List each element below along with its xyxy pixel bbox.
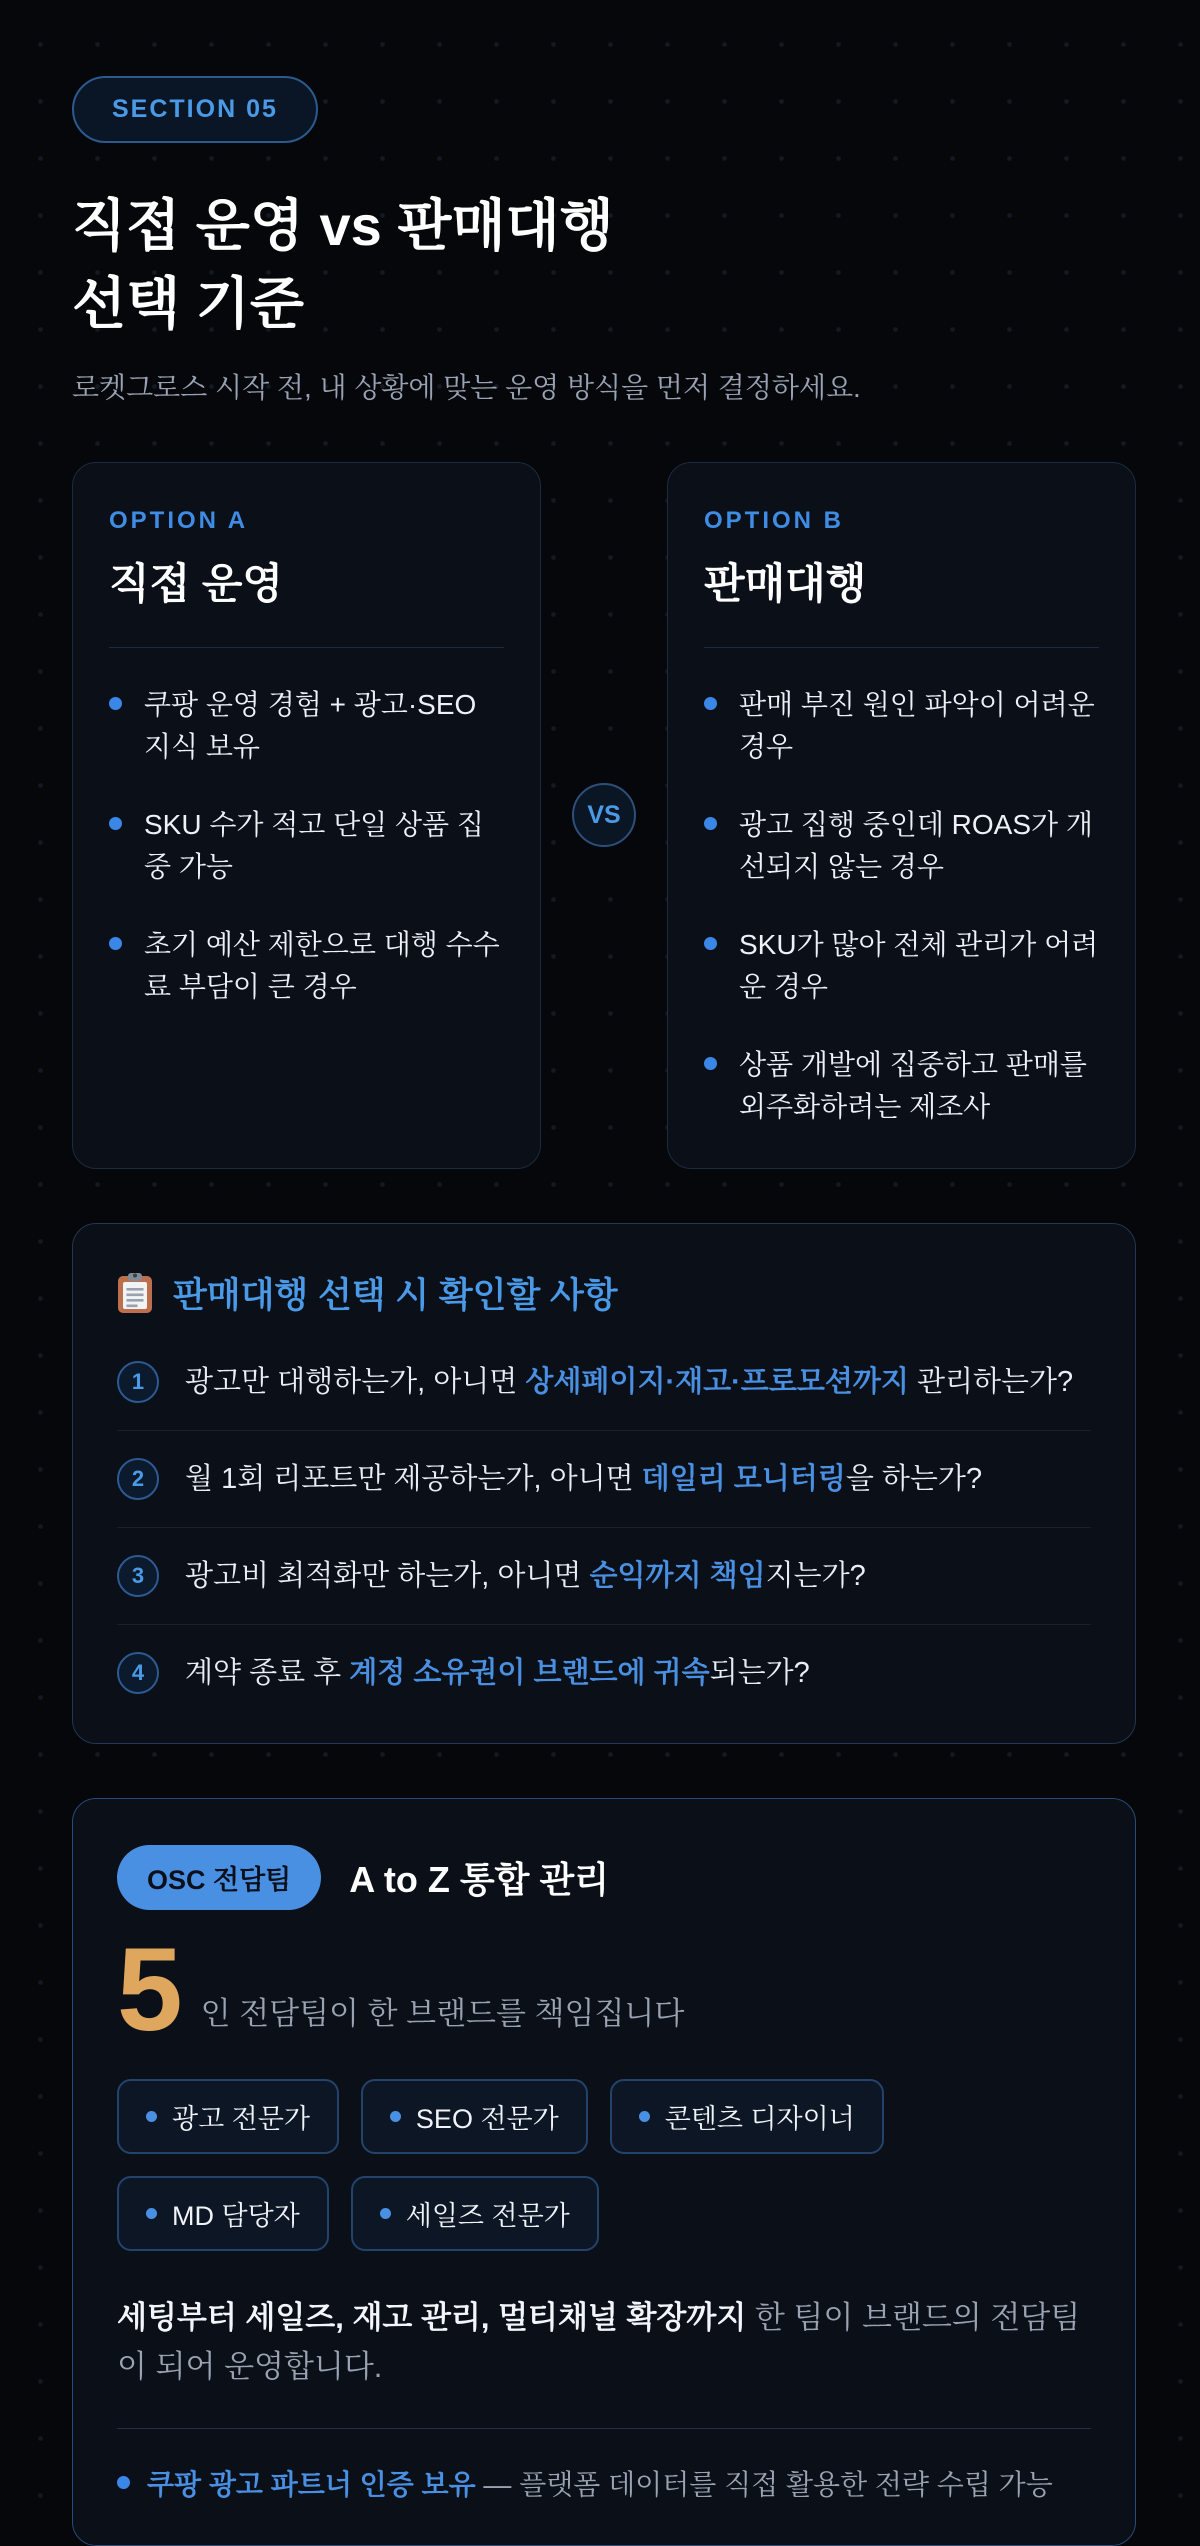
- option-a-card: [72, 462, 541, 1169]
- section-badge-label: SECTION 05: [112, 95, 278, 123]
- checklist-text-post: 되는가?: [709, 1656, 810, 1689]
- team-tag: [117, 2079, 339, 2154]
- list-item: [704, 924, 1099, 1008]
- team-footer-highlight: 쿠팡 광고 파트너 인증 보유: [147, 2468, 476, 2500]
- tag-dot-icon: [146, 2208, 157, 2219]
- checklist-item-2: [117, 1431, 1091, 1528]
- checklist-text-highlight: 순익까지 책임: [589, 1559, 766, 1592]
- team-header: [117, 1845, 1091, 1910]
- list-item: [109, 924, 504, 1008]
- bullet-dot-icon: [704, 937, 717, 950]
- option-b-bullet-text: 상품 개발에 집중하고 판매를 외주화하려는 제조사: [739, 1048, 1087, 1122]
- team-footer-text: [147, 2463, 1053, 2503]
- option-b-bullet-text: 광고 집행 중인데 ROAS가 개선되지 않는 경우: [739, 808, 1093, 882]
- checklist-text-pre: 광고만 대행하는가, 아니면: [185, 1365, 526, 1398]
- option-b-bullet-text: SKU가 많아 전체 관리가 어려운 경우: [739, 928, 1099, 1002]
- page-title-line2: 선택 기준: [72, 272, 304, 336]
- list-item: [109, 804, 504, 888]
- checklist-item-text: [185, 1555, 866, 1597]
- checklist-item-text: [185, 1458, 982, 1500]
- checklist-item-text: [185, 1361, 1073, 1403]
- tag-dot-icon: [146, 2111, 157, 2122]
- option-b-title: 판매대행: [704, 559, 867, 607]
- team-tag-label: 세일즈 전문가: [405, 2200, 570, 2231]
- team-tag-label: SEO 전문가: [415, 2103, 559, 2134]
- list-item: [704, 804, 1099, 888]
- checklist-item-text: [185, 1652, 810, 1694]
- tag-dot-icon: [639, 2111, 650, 2122]
- team-summary-rest: 한 팀이 브랜드의 전담팀이 되어 운영합니다.: [117, 2299, 1081, 2385]
- bullet-dot-icon: [109, 937, 122, 950]
- option-a-divider: [109, 647, 504, 648]
- team-summary-bold: 세팅부터 세일즈, 재고 관리, 멀티채널 확장까지: [117, 2299, 747, 2335]
- option-a-list: [109, 684, 504, 1008]
- checklist-text-highlight: 데일리 모니터링: [641, 1462, 846, 1495]
- list-item: [704, 684, 1099, 768]
- checklist-text-highlight: 상세페이지·재고·프로모션까지: [525, 1365, 909, 1398]
- option-b-label: OPTION B: [704, 506, 845, 534]
- team-divider: [117, 2428, 1091, 2429]
- team-tag: [610, 2079, 884, 2154]
- option-b-bullet-text: 판매 부진 원인 파악이 어려운 경우: [739, 688, 1095, 762]
- option-a-bullet-text: SKU 수가 적고 단일 상품 집중 가능: [144, 808, 484, 882]
- checklist-header: [117, 1268, 1091, 1334]
- option-a-bullet-text: 초기 예산 제한으로 대행 수수료 부담이 큰 경우: [144, 928, 500, 1002]
- list-item: [109, 684, 504, 768]
- team-tag-label: 광고 전문가: [172, 2103, 310, 2134]
- checklist-text-post: 지는가?: [765, 1559, 866, 1592]
- team-tag-label: 콘텐츠 디자이너: [664, 2103, 855, 2134]
- page-title-line1: 직접 운영 vs 판매대행: [72, 194, 614, 257]
- checklist-item-3: [117, 1528, 1091, 1625]
- team-tag-label: MD 담당자: [172, 2200, 300, 2231]
- bullet-dot-icon: [704, 697, 717, 710]
- team-count-number: 5: [117, 1923, 183, 2056]
- checklist-text-pre: 계약 종료 후: [185, 1656, 350, 1689]
- tag-dot-icon: [390, 2111, 401, 2122]
- checklist-item-1: [117, 1334, 1091, 1431]
- bullet-dot-icon: [109, 697, 122, 710]
- team-count-row: [117, 1923, 1091, 2056]
- team-card: [72, 1798, 1136, 2546]
- checklist-text-post: 을 하는가?: [845, 1462, 983, 1495]
- team-footer-rest: — 플랫폼 데이터를 직접 활용한 전략 수립 가능: [475, 2468, 1053, 2500]
- team-tag: [117, 2176, 329, 2251]
- team-tags-row: [117, 2079, 1091, 2251]
- checklist-text-pre: 월 1회 리포트만 제공하는가, 아니면: [185, 1462, 642, 1495]
- bullet-dot-icon: [704, 817, 717, 830]
- number-badge: 1: [117, 1361, 159, 1403]
- option-a-title: 직접 운영: [109, 559, 283, 607]
- team-count-suffix: 인 전담팀이 한 브랜드를 책임집니다: [200, 1995, 685, 2031]
- section-badge: [72, 76, 318, 143]
- checklist-title: 판매대행 선택 시 확인할 사항: [173, 1275, 618, 1315]
- checklist-card: [72, 1223, 1136, 1744]
- bullet-dot-icon: [109, 817, 122, 830]
- team-summary: [117, 2293, 1091, 2392]
- vs-separator: [541, 462, 667, 1169]
- content-container: [72, 76, 1136, 2546]
- team-tag: [351, 2176, 599, 2251]
- number-badge: 3: [117, 1555, 159, 1597]
- bullet-dot-icon: [704, 1057, 717, 1070]
- tag-dot-icon: [380, 2208, 391, 2219]
- checklist-text-highlight: 계정 소유권이 브랜드에 귀속: [349, 1656, 710, 1689]
- number-badge: 2: [117, 1458, 159, 1500]
- bullet-dot-icon: [117, 2476, 130, 2489]
- list-item: [704, 1044, 1099, 1128]
- number-badge: 4: [117, 1652, 159, 1694]
- option-b-divider: [704, 647, 1099, 648]
- clipboard-icon: [117, 1272, 153, 1314]
- page-subtitle: 로켓그로스 시작 전, 내 상황에 맞는 운영 방식을 먼저 결정하세요.: [72, 371, 861, 403]
- team-footer: [117, 2463, 1091, 2503]
- team-heading: A to Z 통합 관리: [349, 1858, 610, 1900]
- page-title: [72, 187, 1136, 344]
- checklist-item-4: [117, 1625, 1091, 1721]
- option-a-bullet-text: 쿠팡 운영 경험 + 광고·SEO 지식 보유: [144, 688, 477, 762]
- checklist-text-post: 관리하는가?: [908, 1365, 1074, 1398]
- options-comparison-row: [72, 462, 1136, 1169]
- vs-badge: VS: [572, 783, 636, 847]
- option-a-label: OPTION A: [109, 506, 249, 534]
- osc-team-badge: OSC 전담팀: [117, 1845, 321, 1910]
- checklist-text-pre: 광고비 최적화만 하는가, 아니면: [185, 1559, 590, 1592]
- option-b-card: [667, 462, 1136, 1169]
- team-tag: [361, 2079, 588, 2154]
- option-b-list: [704, 684, 1099, 1128]
